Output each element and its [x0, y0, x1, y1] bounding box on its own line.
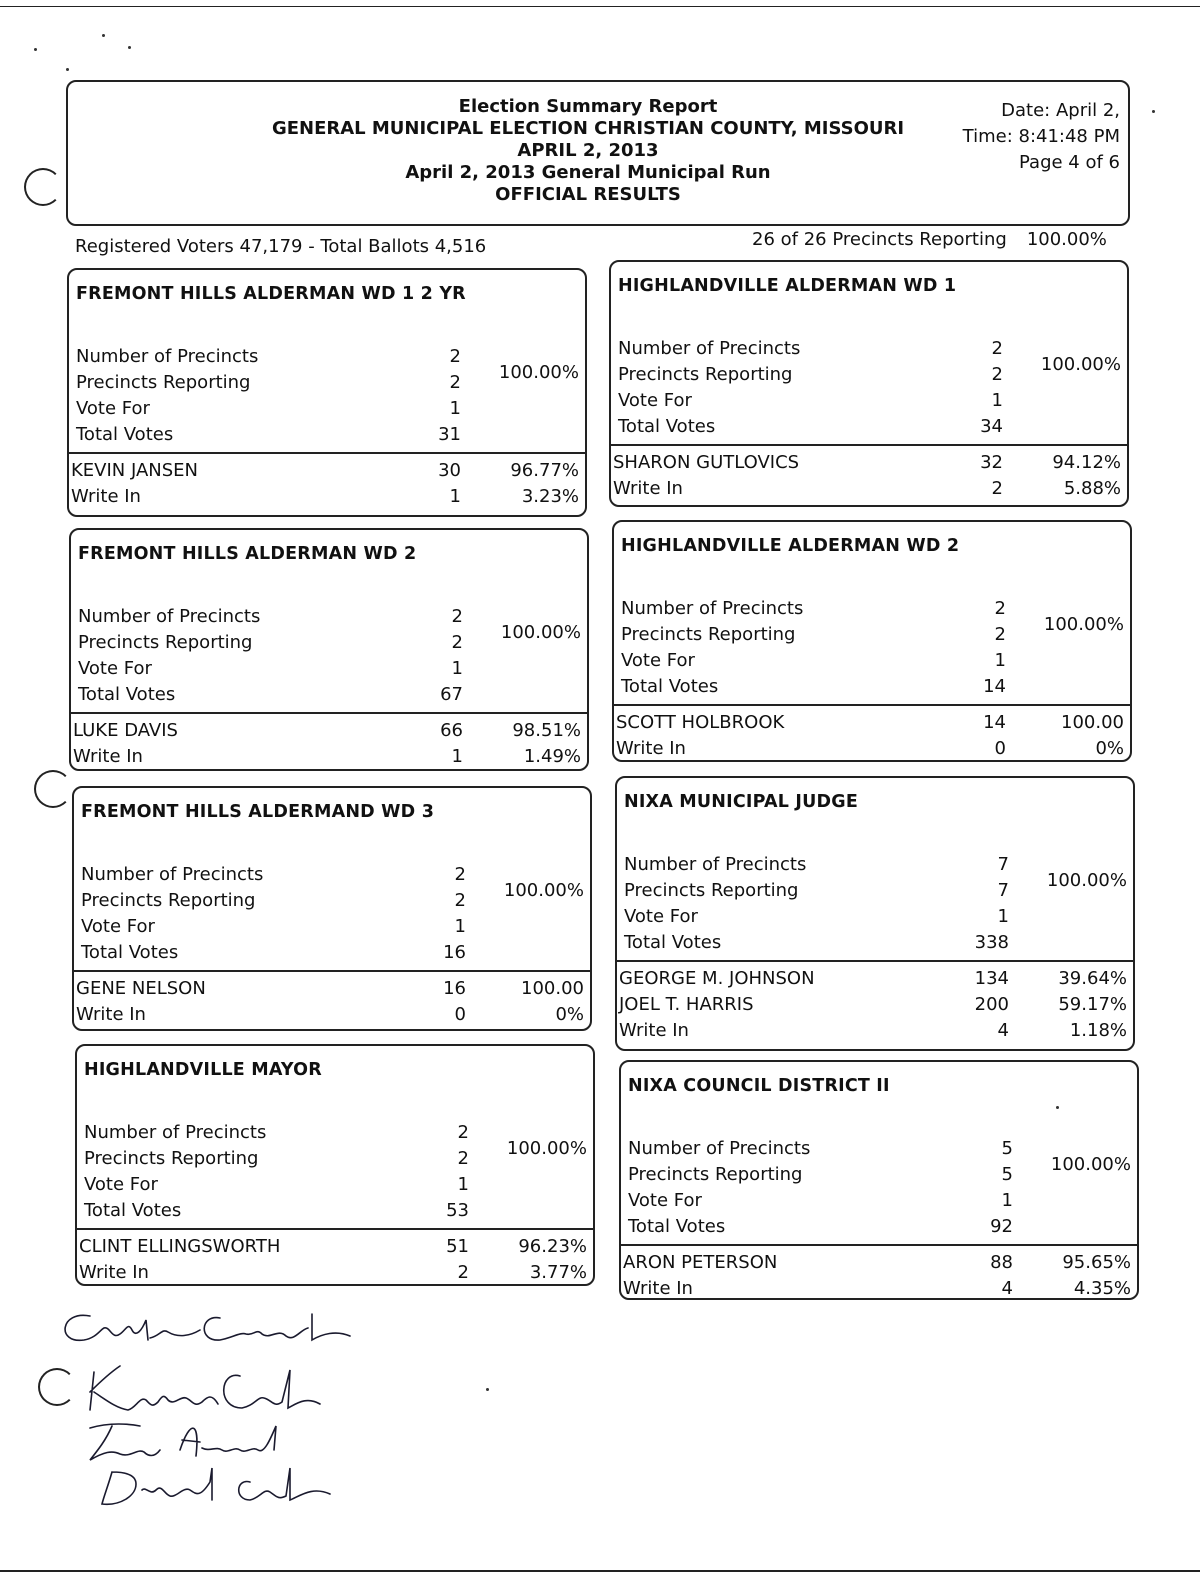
row-label: Total Votes	[81, 942, 179, 963]
candidate-name: Write In	[619, 1020, 689, 1041]
row-label: Precincts Reporting	[84, 1148, 259, 1169]
candidate-row	[79, 1234, 593, 1260]
candidate-votes: 66	[440, 720, 463, 741]
binder-hole	[34, 770, 72, 808]
candidate-votes: 4	[997, 1020, 1009, 1041]
row-value: 16	[443, 942, 466, 963]
row-label: Vote For	[81, 916, 155, 937]
scan-speck	[34, 48, 37, 51]
row-value: 31	[438, 424, 461, 445]
race-title: NIXA COUNCIL DISTRICT II	[628, 1076, 890, 1096]
row-percent: 100.00%	[1040, 354, 1121, 375]
race-title: NIXA MUNICIPAL JUDGE	[624, 792, 858, 812]
row-value: 92	[990, 1216, 1013, 1237]
vote-for-row	[624, 904, 1133, 930]
row-value: 2	[454, 890, 466, 911]
scan-edge-bottom	[0, 1570, 1200, 1572]
candidate-name: LUKE DAVIS	[73, 720, 178, 741]
row-label: Vote For	[628, 1190, 702, 1211]
precincts-reporting-summary	[752, 229, 1107, 250]
candidate-percent: 39.64%	[1058, 968, 1127, 989]
row-value: 2	[994, 598, 1006, 619]
candidate-list	[613, 450, 1127, 502]
vote-for-row	[628, 1188, 1137, 1214]
row-label: Number of Precincts	[621, 598, 804, 619]
signature-4	[102, 1468, 330, 1504]
candidate-list	[73, 718, 587, 770]
vote-for-row	[81, 914, 590, 940]
row-label: Total Votes	[628, 1216, 726, 1237]
candidate-percent: 0%	[555, 1004, 584, 1025]
row-value: 7	[997, 854, 1009, 875]
race-box	[612, 520, 1132, 762]
total-votes-row	[621, 674, 1130, 700]
candidate-percent: 95.65%	[1062, 1252, 1131, 1273]
row-label: Number of Precincts	[618, 338, 801, 359]
candidate-list	[79, 1234, 593, 1286]
race-divider	[74, 970, 590, 972]
row-percent: 100.00%	[1050, 1154, 1131, 1175]
race-title: FREMONT HILLS ALDERMAND WD 3	[81, 802, 435, 822]
row-value: 2	[451, 606, 463, 627]
row-percent: 100.00%	[506, 1138, 587, 1159]
signatures	[50, 1300, 390, 1520]
row-label: Number of Precincts	[628, 1138, 811, 1159]
precincts-reporting-row	[624, 870, 1133, 904]
binder-hole	[24, 168, 62, 206]
vote-for-row	[621, 648, 1130, 674]
candidate-votes: 1	[451, 746, 463, 767]
candidate-percent: 100.00	[521, 978, 584, 999]
candidate-votes: 30	[438, 460, 461, 481]
candidate-votes: 88	[990, 1252, 1013, 1273]
race-box	[67, 268, 587, 517]
candidate-list	[71, 458, 585, 510]
row-value: 34	[980, 416, 1003, 437]
candidate-name: Write In	[616, 738, 686, 759]
row-value: 2	[991, 364, 1003, 385]
candidate-percent: 96.23%	[518, 1236, 587, 1257]
signature-3	[90, 1424, 276, 1460]
row-percent: 100.00%	[1043, 614, 1124, 635]
row-label: Number of Precincts	[78, 606, 261, 627]
row-value: 2	[454, 864, 466, 885]
vote-for-row	[76, 396, 585, 422]
candidate-votes: 51	[446, 1236, 469, 1257]
row-value: 1	[457, 1174, 469, 1195]
precincts-reporting-row	[76, 362, 585, 396]
candidate-votes: 0	[454, 1004, 466, 1025]
row-value: 7	[997, 880, 1009, 901]
report-title: Election Summary Report	[458, 96, 718, 117]
candidate-name: Write In	[73, 746, 143, 767]
row-label: Vote For	[76, 398, 150, 419]
candidate-votes: 1	[449, 486, 461, 507]
row-value: 2	[451, 632, 463, 653]
candidate-name: CLINT ELLINGSWORTH	[79, 1236, 281, 1257]
vote-for-row	[618, 388, 1127, 414]
candidate-percent: 94.12%	[1052, 452, 1121, 473]
candidate-row	[619, 966, 1133, 992]
candidate-name: Write In	[79, 1262, 149, 1283]
row-percent: 100.00%	[503, 880, 584, 901]
total-votes-row	[81, 940, 590, 966]
precincts-reporting-row	[618, 354, 1127, 388]
scan-edge-top	[0, 6, 1200, 7]
scan-speck	[102, 34, 105, 37]
row-label: Vote For	[621, 650, 695, 671]
election-name: GENERAL MUNICIPAL ELECTION CHRISTIAN COUNTY, MISSOURI	[271, 118, 905, 139]
candidate-row	[616, 710, 1130, 736]
row-label: Number of Precincts	[624, 854, 807, 875]
race-info	[628, 1136, 1137, 1240]
row-value: 1	[1001, 1190, 1013, 1211]
candidate-votes: 2	[991, 478, 1003, 499]
row-value: 1	[451, 658, 463, 679]
row-value: 2	[457, 1122, 469, 1143]
run-name: April 2, 2013 General Municipal Run	[405, 162, 771, 183]
row-value: 1	[991, 390, 1003, 411]
row-value: 2	[457, 1148, 469, 1169]
row-value: 2	[994, 624, 1006, 645]
row-label: Total Votes	[76, 424, 174, 445]
row-value: 1	[454, 916, 466, 937]
race-box	[69, 528, 589, 771]
candidate-votes: 16	[443, 978, 466, 999]
candidate-row	[73, 744, 587, 770]
race-divider	[77, 1228, 593, 1230]
candidate-row	[616, 736, 1130, 762]
row-label: Vote For	[618, 390, 692, 411]
candidate-percent: 0%	[1095, 738, 1124, 759]
election-date: APRIL 2, 2013	[517, 140, 659, 161]
race-title: FREMONT HILLS ALDERMAN WD 1 2 YR	[76, 284, 466, 304]
candidate-row	[76, 1002, 590, 1028]
candidate-name: Write In	[613, 478, 683, 499]
race-box	[72, 786, 592, 1031]
candidate-votes: 2	[457, 1262, 469, 1283]
candidate-row	[71, 458, 585, 484]
row-value: 53	[446, 1200, 469, 1221]
candidate-row	[73, 718, 587, 744]
race-box	[619, 1060, 1139, 1300]
total-votes-row	[628, 1214, 1137, 1240]
candidate-name: SHARON GUTLOVICS	[613, 452, 800, 473]
race-title: HIGHLANDVILLE ALDERMAN WD 1	[618, 276, 957, 296]
row-value: 1	[994, 650, 1006, 671]
candidate-percent: 3.23%	[521, 486, 579, 507]
row-label: Precincts Reporting	[76, 372, 251, 393]
candidate-list	[623, 1250, 1137, 1302]
race-title: FREMONT HILLS ALDERMAN WD 2	[78, 544, 417, 564]
signature-1	[65, 1314, 350, 1340]
candidate-name: Write In	[76, 1004, 146, 1025]
candidate-votes: 0	[994, 738, 1006, 759]
total-votes-row	[76, 422, 585, 448]
race-info	[618, 336, 1127, 440]
race-divider	[621, 1244, 1137, 1246]
row-value: 338	[974, 932, 1009, 953]
precincts-reporting-row	[81, 880, 590, 914]
race-info	[84, 1120, 593, 1224]
candidate-row	[613, 476, 1127, 502]
candidate-name: SCOTT HOLBROOK	[616, 712, 785, 733]
precincts-reporting-row	[84, 1138, 593, 1172]
candidate-name: Write In	[623, 1278, 693, 1299]
candidate-percent: 59.17%	[1058, 994, 1127, 1015]
candidate-name: GEORGE M. JOHNSON	[619, 968, 815, 989]
total-votes-row	[84, 1198, 593, 1224]
race-info	[621, 596, 1130, 700]
race-info	[76, 344, 585, 448]
candidate-name: GENE NELSON	[76, 978, 206, 999]
race-divider	[611, 444, 1127, 446]
row-value: 2	[449, 346, 461, 367]
vote-for-row	[78, 656, 587, 682]
row-label: Total Votes	[618, 416, 716, 437]
candidate-votes: 32	[980, 452, 1003, 473]
race-title: HIGHLANDVILLE ALDERMAN WD 2	[621, 536, 960, 556]
row-label: Vote For	[624, 906, 698, 927]
candidate-row	[623, 1276, 1137, 1302]
row-label: Vote For	[78, 658, 152, 679]
candidate-votes: 4	[1001, 1278, 1013, 1299]
race-info	[78, 604, 587, 708]
candidate-list	[76, 976, 590, 1028]
candidate-percent: 96.77%	[510, 460, 579, 481]
report-header	[66, 80, 1130, 226]
candidate-votes: 134	[974, 968, 1009, 989]
candidate-row	[623, 1250, 1137, 1276]
candidate-percent: 100.00	[1061, 712, 1124, 733]
race-divider	[71, 712, 587, 714]
candidate-row	[79, 1260, 593, 1286]
race-divider	[617, 960, 1133, 962]
scan-speck	[486, 1388, 489, 1391]
precincts-reporting-percent: 100.00%	[1026, 229, 1107, 250]
signature-2	[90, 1366, 320, 1410]
total-votes-row	[618, 414, 1127, 440]
precincts-reporting-row	[628, 1154, 1137, 1188]
row-value: 1	[449, 398, 461, 419]
race-info	[81, 862, 590, 966]
row-label: Precincts Reporting	[628, 1164, 803, 1185]
candidate-name: Write In	[71, 486, 141, 507]
candidate-row	[619, 1018, 1133, 1044]
row-percent: 100.00%	[1046, 870, 1127, 891]
candidate-percent: 4.35%	[1073, 1278, 1131, 1299]
row-label: Total Votes	[78, 684, 176, 705]
precincts-reporting-text: 26 of 26 Precincts Reporting	[752, 229, 1007, 250]
candidate-name: JOEL T. HARRIS	[619, 994, 754, 1015]
row-label: Vote For	[84, 1174, 158, 1195]
race-box	[615, 776, 1135, 1051]
row-label: Number of Precincts	[76, 346, 259, 367]
candidate-list	[619, 966, 1133, 1044]
precincts-reporting-row	[78, 622, 587, 656]
row-value: 5	[1001, 1164, 1013, 1185]
results-status: OFFICIAL RESULTS	[495, 184, 681, 205]
candidate-percent: 3.77%	[529, 1262, 587, 1283]
row-value: 2	[991, 338, 1003, 359]
row-label: Precincts Reporting	[81, 890, 256, 911]
row-value: 2	[449, 372, 461, 393]
total-votes-row	[78, 682, 587, 708]
scan-speck	[66, 68, 69, 71]
race-box	[75, 1044, 595, 1286]
candidate-name: ARON PETERSON	[623, 1252, 778, 1273]
race-info	[624, 852, 1133, 956]
candidate-list	[616, 710, 1130, 762]
candidate-row	[619, 992, 1133, 1018]
candidate-percent: 98.51%	[512, 720, 581, 741]
row-label: Total Votes	[84, 1200, 182, 1221]
race-divider	[69, 452, 585, 454]
vote-for-row	[84, 1172, 593, 1198]
row-label: Number of Precincts	[81, 864, 264, 885]
candidate-row	[71, 484, 585, 510]
row-percent: 100.00%	[500, 622, 581, 643]
race-divider	[614, 704, 1130, 706]
scan-speck	[1152, 110, 1155, 113]
total-votes-row	[624, 930, 1133, 956]
row-label: Total Votes	[624, 932, 722, 953]
candidate-percent: 1.18%	[1069, 1020, 1127, 1041]
row-label: Precincts Reporting	[618, 364, 793, 385]
report-time: Time: 8:41:48 PM	[962, 126, 1120, 147]
row-label: Precincts Reporting	[624, 880, 799, 901]
row-value: 14	[983, 676, 1006, 697]
candidate-votes: 200	[974, 994, 1009, 1015]
candidate-votes: 14	[983, 712, 1006, 733]
candidate-name: KEVIN JANSEN	[71, 460, 199, 481]
candidate-row	[613, 450, 1127, 476]
row-label: Number of Precincts	[84, 1122, 267, 1143]
report-title-block	[218, 96, 958, 206]
candidate-row	[76, 976, 590, 1002]
row-label: Precincts Reporting	[78, 632, 253, 653]
race-title: HIGHLANDVILLE MAYOR	[84, 1060, 322, 1080]
row-percent: 100.00%	[498, 362, 579, 383]
report-meta	[963, 98, 1120, 176]
row-value: 67	[440, 684, 463, 705]
candidate-percent: 1.49%	[523, 746, 581, 767]
precincts-reporting-row	[621, 614, 1130, 648]
row-value: 1	[997, 906, 1009, 927]
row-value: 5	[1001, 1138, 1013, 1159]
race-box	[609, 260, 1129, 507]
candidate-percent: 5.88%	[1063, 478, 1121, 499]
row-label: Total Votes	[621, 676, 719, 697]
report-date: Date: April 2,	[1001, 100, 1120, 121]
page-number: Page 4 of 6	[1019, 152, 1120, 173]
scan-speck	[128, 46, 131, 49]
row-label: Precincts Reporting	[621, 624, 796, 645]
registered-voters: Registered Voters 47,179 - Total Ballots 4,516	[75, 236, 487, 257]
